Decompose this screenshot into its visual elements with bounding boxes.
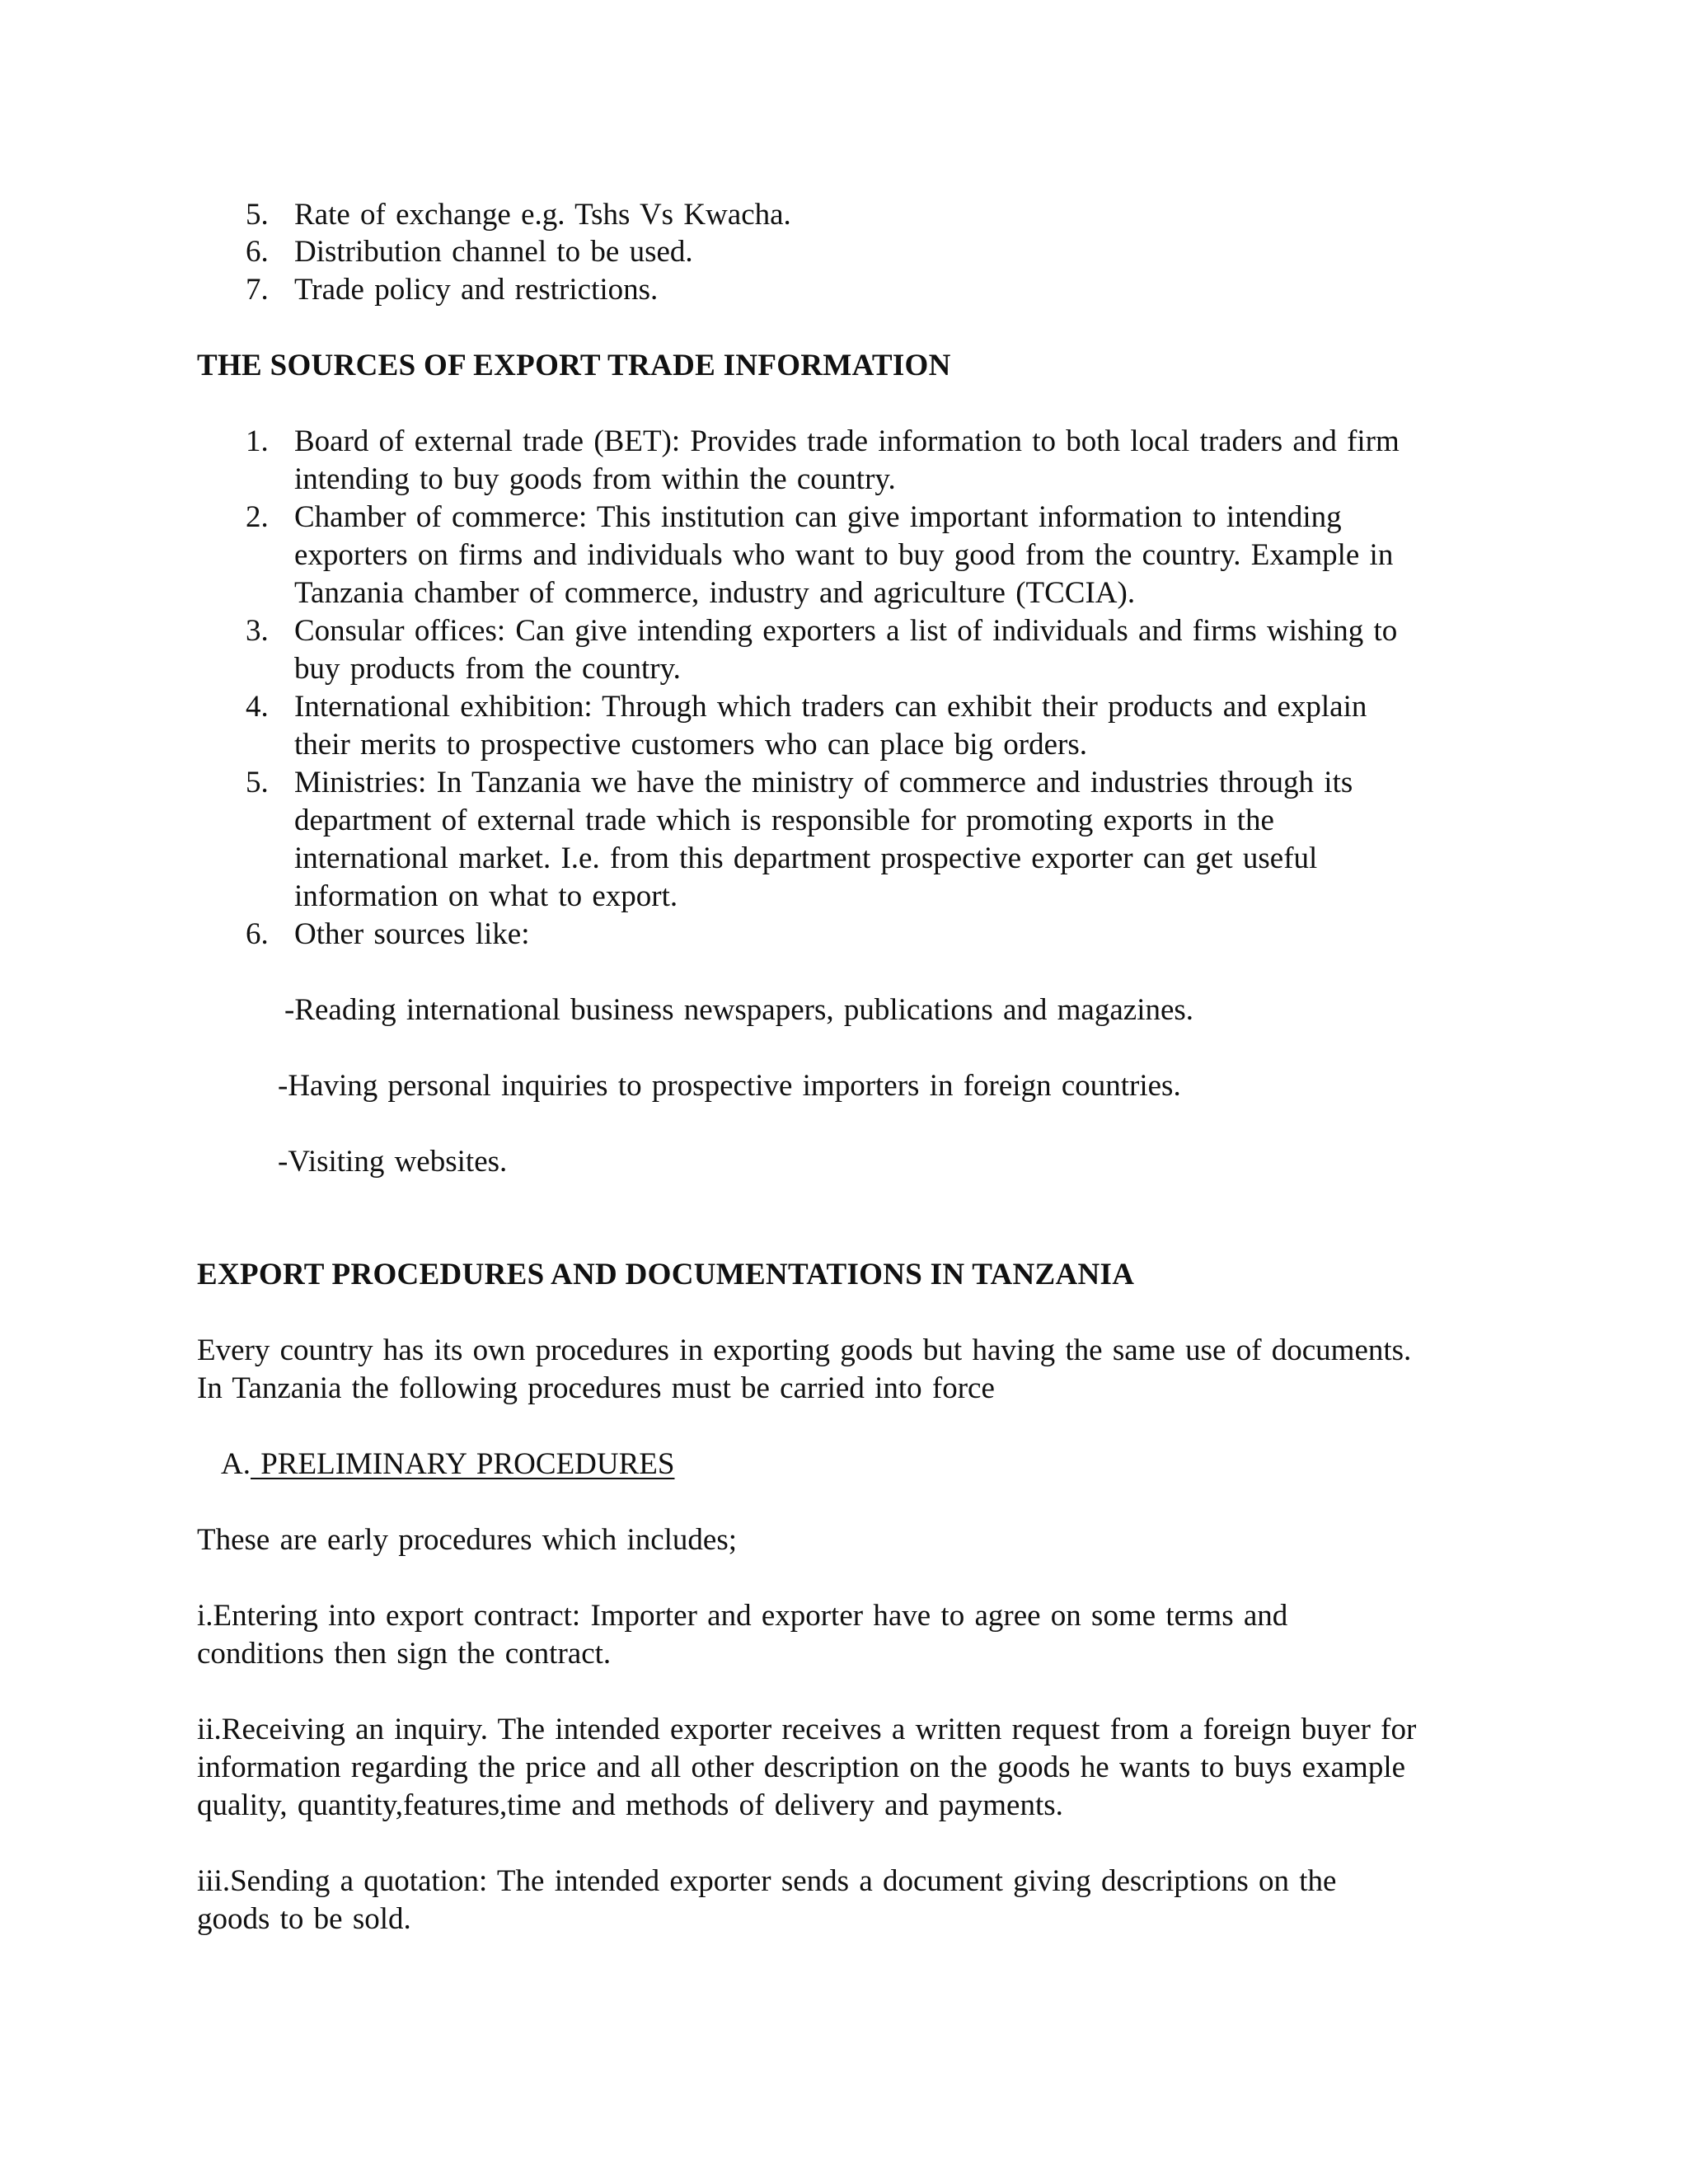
paragraph-line: ii.Receiving an inquiry. The intended exporter receives a written request from a foreign buyer for [197,1713,1417,1746]
list-item-line: Chamber of commerce: This institution can give important information to intending [294,500,1342,534]
other-source-item: -Visiting websites. [278,1145,508,1179]
other-source-item: -Reading international business newspapers, publications and magazines. [284,993,1194,1027]
list-item-line: their merits to prospective customers who can place big orders. [294,728,1087,762]
list-number: 3. [246,614,269,648]
list-item-text: Rate of exchange e.g. Tshs Vs Kwacha. [294,198,791,232]
list-number: 7. [246,273,269,307]
list-item-line: Tanzania chamber of commerce, industry and agriculture (TCCIA). [294,576,1136,610]
list-item-text: Distribution channel to be used. [294,235,693,269]
list-number: 6. [246,235,269,269]
list-item-line: information on what to export. [294,879,678,913]
paragraph-line: These are early procedures which includes; [197,1523,738,1557]
paragraph-line: quality, quantity,features,time and methods of delivery and payments. [197,1788,1063,1822]
list-item-line: Other sources like: [294,917,530,951]
list-item-line: International exhibition: Through which traders can exhibit their products and explain [294,690,1367,724]
list-item-line: Consular offices: Can give intending exporters a list of individuals and firms wishing to [294,614,1398,648]
list-number: 4. [246,690,269,724]
paragraph-line: information regarding the price and all other description on the goods he wants to buys example [197,1750,1406,1784]
list-item-line: buy products from the country. [294,652,681,686]
section-heading-sources: THE SOURCES OF EXPORT TRADE INFORMATION [197,349,951,382]
list-number: 6. [246,917,269,951]
section-heading-procedures: EXPORT PROCEDURES AND DOCUMENTATIONS IN TANZANIA [197,1258,1135,1291]
list-item-line: exporters on firms and individuals who want to buy good from the country. Example in [294,538,1394,572]
list-item-line: international market. I.e. from this department prospective exporter can get useful [294,841,1318,875]
list-item-text: Trade policy and restrictions. [294,273,659,307]
subheading-preliminary [221,1446,674,1483]
list-item-line: intending to buy goods from within the country. [294,462,896,496]
paragraph-line: In Tanzania the following procedures must be carried into force [197,1371,995,1405]
paragraph-line: conditions then sign the contract. [197,1637,612,1671]
paragraph-line: goods to be sold. [197,1902,411,1936]
list-item-line: Ministries: In Tanzania we have the ministry of commerce and industries through its [294,766,1353,799]
subheading-letter: A. [221,1447,251,1481]
list-item-line: Board of external trade (BET): Provides trade information to both local traders and firm [294,424,1400,458]
paragraph-line: i.Entering into export contract: Importer and exporter have to agree on some terms and [197,1599,1288,1633]
other-source-item: -Having personal inquiries to prospective importers in foreign countries. [278,1069,1181,1103]
paragraph-line: iii.Sending a quotation: The intended exporter sends a document giving descriptions on the [197,1864,1337,1898]
list-item-line: department of external trade which is responsible for promoting exports in the [294,804,1274,837]
list-number: 1. [246,424,269,458]
list-number: 2. [246,500,269,534]
paragraph-line: Every country has its own procedures in exporting goods but having the same use of documents. [197,1333,1412,1367]
list-number: 5. [246,198,269,232]
subheading-title: PRELIMINARY PROCEDURES [250,1447,675,1481]
list-number: 5. [246,766,269,799]
